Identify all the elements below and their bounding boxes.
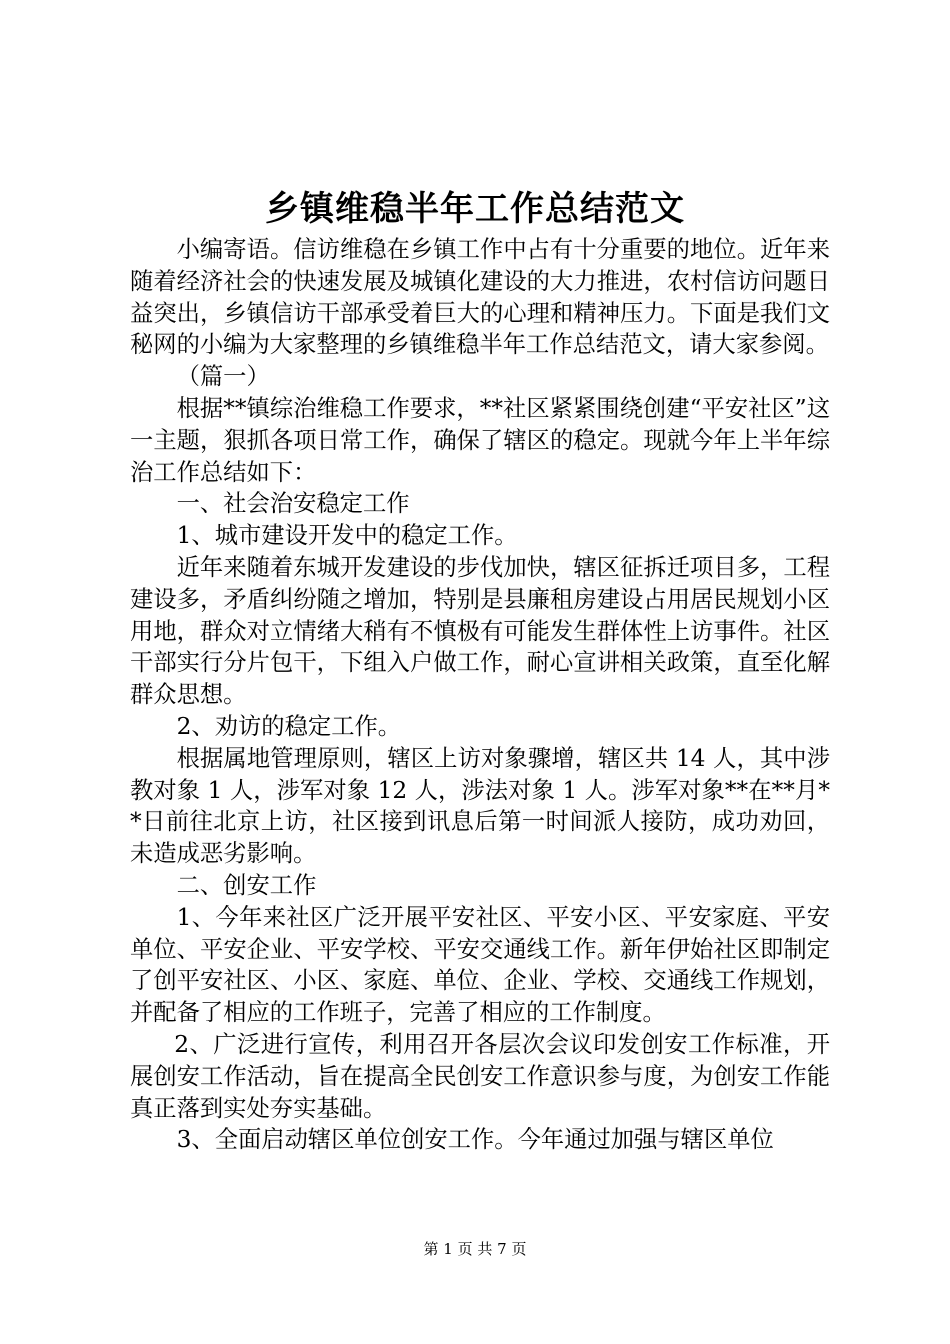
heading-section-one: 一、社会治安稳定工作: [176, 490, 410, 518]
document-body: [130, 234, 830, 1156]
paragraph: 1、今年来社区广泛开展平安社区、平安小区、平安家庭、平安单位、平安企业、平安学校、平安交通线工作。新年伊始社区即制定了创平安社区、小区、家庭、单位、企业、学校、交通线工作规划，并配备了相应的工作班子，完善了相应的工作制度。: [130, 903, 830, 1027]
subheading: 2、劝访的稳定工作。: [176, 712, 402, 740]
paragraph: 根据**镇综治维稳工作要求，**社区紧紧围绕创建“平安社区”这一主题，狠抓各项日常工作，确保了辖区的稳定。现就今年上半年综治工作总结如下：: [130, 394, 830, 486]
paragraph-intro: 小编寄语。信访维稳在乡镇工作中占有十分重要的地位。近年来随着经济社会的快速发展及城镇化建设的大力推进，农村信访问题日益突出，乡镇信访干部承受着巨大的心理和精神压力。下面是我们文秘网的小编为大家整理的乡镇维稳半年工作总结范文，请大家参阅。: [130, 236, 830, 359]
paragraph-section-label: （篇一）: [176, 363, 270, 391]
paragraph: 2、广泛进行宣传，利用召开各层次会议印发创安工作标准，开展创安工作活动，旨在提高全民创安工作意识参与度，为创安工作能真正落到实处夯实基础。: [130, 1030, 830, 1122]
subheading: 1、城市建设开发中的稳定工作。: [176, 522, 518, 550]
paragraph: 根据属地管理原则，辖区上访对象骤增，辖区共 14 人，其中涉教对象 1 人，涉军对象 12 人，涉法对象 1 人。涉军对象**在**月**日前往北京上访，社区接到讯息后第一时间派人接防，成功劝回，未造成恶劣影响。: [130, 744, 830, 868]
document-title: 乡镇维稳半年工作总结范文: [265, 189, 685, 229]
heading-section-two: 二、创安工作: [176, 871, 317, 899]
page-footer: 第 1 页 共 7 页: [423, 1240, 527, 1258]
paragraph: 3、全面启动辖区单位创安工作。今年通过加强与辖区单位: [176, 1126, 774, 1154]
paragraph: 近年来随着东城开发建设的步伐加快，辖区征拆迁项目多，工程建设多，矛盾纠纷随之增加，特别是县廉租房建设占用居民规划小区用地，群众对立情绪大稍有不慎极有可能发生群体性上访事件。社区干部实行分片包干，下组入户做工作，耐心宣讲相关政策，直至化解群众思想。: [130, 553, 830, 709]
